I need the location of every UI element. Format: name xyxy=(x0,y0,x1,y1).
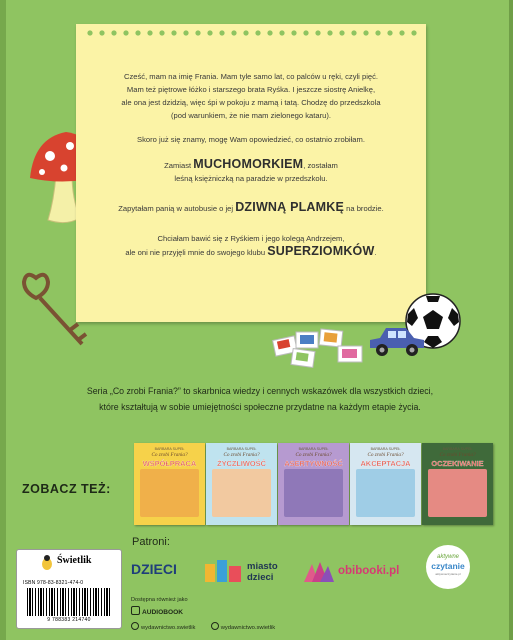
ac-line-2: czytanie xyxy=(431,561,465,571)
story-intro-3: ale ona jest dzidzią, więc śpi w pokoju z mamą i tatą. Chodzę do przedszkola xyxy=(121,98,381,107)
audiobook-row xyxy=(131,606,183,616)
story-line-3b: leśną księżniczką na paradzie w przedszkolu. xyxy=(174,174,328,183)
story-line-4-pre: Zapytałam panią w autobusie o jej xyxy=(118,204,236,213)
book-cover-asertywnosc[interactable] xyxy=(278,443,349,525)
book-series: Co zrobi Frania? xyxy=(439,452,476,458)
book-spine xyxy=(0,0,6,640)
book-title: ASERTYWNOŚĆ xyxy=(284,459,343,468)
miasto-dzieci-icon xyxy=(205,560,243,584)
series-description xyxy=(20,383,500,415)
book-title: AKCEPTACJA xyxy=(360,459,411,468)
book-illustration xyxy=(284,469,343,517)
series-line-1: Seria „Co zrobi Frania?” to skarbnica wiedzy i cennych wskazówek dla wszystkich dzieci, xyxy=(86,386,434,396)
dzieci-logo: DZIECI xyxy=(131,561,177,577)
book-title: WSPÓŁPRACA xyxy=(142,459,197,468)
ac-line-3: aktywneczytanie.pl xyxy=(435,572,461,576)
instagram-link[interactable]: wydawnictwo.swietlik xyxy=(220,625,276,631)
series-line-2: które kształtują w sobie umiejętności społeczne przydatne na każdym etapie życia. xyxy=(99,402,421,412)
story-note xyxy=(76,24,426,322)
barcode-number: 9 788383 214740 xyxy=(47,617,91,623)
book-title: OCZEKIWANIE xyxy=(431,459,484,468)
miasto-dzieci-line-2: dzieci xyxy=(247,572,274,583)
picture-cards-icon xyxy=(272,324,368,370)
story-text xyxy=(86,70,416,259)
book-illustration xyxy=(212,469,271,517)
highlight-superziomkow: SUPERZIOMKÓW xyxy=(267,244,375,258)
miasto-dzieci-line-1: miasto xyxy=(247,561,278,572)
story-line-3-pre: Zamiast xyxy=(164,161,194,170)
book-cover-zyczliwosc[interactable] xyxy=(206,443,277,525)
website-link[interactable]: wydawnictwo.swietlik xyxy=(141,625,196,631)
book-illustration xyxy=(140,469,199,517)
book-author: BARBARA SUPEŁ xyxy=(442,447,473,451)
highlight-muchomorkiem: MUCHOMORKIEM xyxy=(193,157,304,171)
story-line-3-post: , zostałam xyxy=(303,161,338,170)
isbn-text: ISBN 978-83-8321-474-0 xyxy=(23,580,84,586)
book-cover-akceptacja[interactable] xyxy=(350,443,421,525)
paper-holes xyxy=(84,28,418,38)
book-author: BARBARA SUPEŁ xyxy=(298,447,329,451)
story-intro-2: Mam też piętrowe łóżko i starszego brata Ryśka. I jeszcze siostrę Anielkę, xyxy=(126,85,376,94)
patrons-label: Patroni: xyxy=(132,536,170,548)
book-series: Co zrobi Frania? xyxy=(151,452,188,458)
story-line-5-pre: ale oni nie przyjęli mnie do swojego klubu xyxy=(125,248,268,257)
ac-line-1: aktywne xyxy=(436,554,459,560)
barcode xyxy=(27,588,111,616)
obibooki-logo: obibooki.pl xyxy=(338,565,400,577)
story-intro-4: (pod warunkiem, że nie mam zielonego kataru). xyxy=(171,111,331,120)
story-line-5a: Chciałam bawić się z Ryśkiem i jego kolegą Andrzejem, xyxy=(157,234,345,243)
book-series: Co zrobi Frania? xyxy=(223,452,260,458)
book-title: ŻYCZLIWOŚĆ xyxy=(217,459,266,468)
story-intro-1: Cześć, mam na imię Frania. Mam tyle samo lat, co palców u ręki, czyli pięć. xyxy=(123,72,379,81)
book-series: Co zrobi Frania? xyxy=(295,452,332,458)
obibooki-icon xyxy=(302,558,336,586)
audiobook-icon xyxy=(131,606,140,615)
book-author: BARBARA SUPEŁ xyxy=(370,447,401,451)
see-also-label: ZOBACZ TEŻ: xyxy=(22,482,111,496)
toy-car-icon xyxy=(366,322,428,358)
story-line-2: Skoro już się znamy, mogę Wam opowiedzieć, co ostatnio zrobiłam. xyxy=(137,135,365,144)
book-author: BARBARA SUPEŁ xyxy=(154,447,185,451)
aktywne-czytanie-logo xyxy=(426,545,470,589)
publisher-barcode-box xyxy=(16,549,122,629)
book-series: Co zrobi Frania? xyxy=(367,452,404,458)
story-line-5-post: . xyxy=(374,248,377,257)
instagram-icon xyxy=(211,622,219,630)
story-line-4-post: na brodzie. xyxy=(344,204,384,213)
book-cover-wspolpraca[interactable] xyxy=(134,443,205,525)
publisher-name: Świetlik xyxy=(57,555,92,566)
book-cover-oczekiwanie[interactable] xyxy=(422,443,493,525)
key-icon xyxy=(22,268,98,356)
social-links xyxy=(131,622,275,631)
firefly-icon xyxy=(39,553,55,571)
cover-edge xyxy=(509,0,513,640)
book-author: BARBARA SUPEŁ xyxy=(226,447,257,451)
book-illustration xyxy=(356,469,415,517)
audiobook-label: AUDIOBOOK xyxy=(142,609,184,616)
audiobook-available-label: Dostępna również jako xyxy=(131,597,188,603)
highlight-dziwna-plamke: DZIWNĄ PLAMKĘ xyxy=(235,200,345,214)
miasto-dzieci-logo xyxy=(247,561,278,583)
book-illustration xyxy=(428,469,487,517)
web-icon xyxy=(131,622,139,630)
